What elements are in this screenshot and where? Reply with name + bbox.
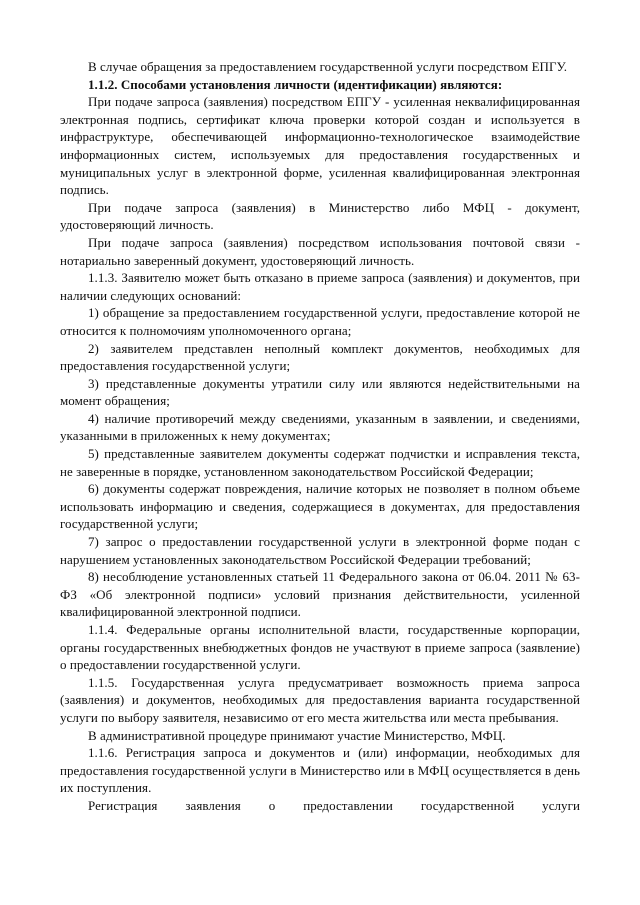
paragraph-refusal-intro: 1.1.3. Заявителю может быть отказано в приеме запроса (заявления) и документов, при наличии следующих оснований: (60, 270, 580, 303)
paragraph-1-1-5: 1.1.5. Государственная услуга предусматривает возможность приема запроса (заявления) и документов, необходимых для предоставления варианта государственной услуги по выбору заявителя, независимо от его места жительства или места пребывания. (60, 674, 580, 725)
paragraph-ministry-mfc: При подаче запроса (заявления) в Министерство либо МФЦ - документ, удостоверяющий личность. (60, 199, 580, 233)
section-heading-identification: 1.1.2. Способами установления личности (идентификации) являются: (88, 76, 503, 92)
paragraph-postal: При подаче запроса (заявления) посредством использования почтовой связи - нотариально заверенный документ, удостоверяющий личность. (60, 234, 580, 268)
paragraph-epgu-case: В случае обращения за предоставлением государственной услуги посредством ЕПГУ. (88, 59, 567, 74)
list-item-refusal-7: 7) запрос о предоставлении государственной услуги в электронной форме подан с нарушением установленных законодательством Российской Федерации требований; (60, 534, 580, 567)
list-item-refusal-2: 2) заявителем представлен неполный комплект документов, необходимых для предоставления государственной услуги; (60, 340, 580, 374)
list-item-refusal-6: 6) документы содержат повреждения, наличие которых не позволяет в полном объеме использовать информацию и сведения, содержащиеся в документах, для предоставления государственной услуги; (60, 481, 580, 532)
list-item-refusal-8: 8) несоблюдение установленных статьей 11 Федерального закона от 06.04. 2011 № 63-ФЗ «Об электронной подписи» условий признания действительности, усиленной квалифицированной электронной подписи. (60, 569, 580, 620)
paragraph-epgu-signature: При подаче запроса (заявления) посредством ЕПГУ - усиленная неквалифицированная электронная подпись, сертификат ключа проверки которой создан и используется в инфраструктуре, обеспечивающей информационно-технологическое взаимодействие информационных систем, используемых для предоставления государственных и муниципальных услуг в электронной форме, усиленная квалифицированная электронная подпись. (60, 94, 580, 198)
paragraph-participants: В административной процедуре принимают участие Министерство, МФЦ. (88, 727, 506, 743)
list-item-refusal-4: 4) наличие противоречий между сведениями, указанным в заявлении, и сведениями, указанными в приложенных к нему документах; (60, 410, 580, 444)
paragraph-1-1-6: 1.1.6. Регистрация запроса и документов и (или) информации, необходимых для предоставления государственной услуги в Министерство или в МФЦ осуществляется в день их поступления. (60, 745, 580, 796)
list-item-refusal-5: 5) представленные заявителем документы содержат подчистки и исправления текста, не заверенные в порядке, установленном законодательством Российской Федерации; (60, 446, 580, 479)
list-item-refusal-1: 1) обращение за предоставлением государственной услуги, предоставление которой не относится к полномочиям уполномоченного органа; (60, 305, 580, 338)
list-item-refusal-3: 3) представленные документы утратили силу или являются недействительными на момент обращения; (60, 375, 580, 409)
paragraph-registration: Регистрация заявления о предоставлении государственной услуги (88, 797, 580, 813)
paragraph-1-1-4: 1.1.4. Федеральные органы исполнительной власти, государственные корпорации, органы государственных внебюджетных фондов не участвуют в приеме запроса (заявление) о предоставлении государственной услуги. (60, 622, 580, 673)
